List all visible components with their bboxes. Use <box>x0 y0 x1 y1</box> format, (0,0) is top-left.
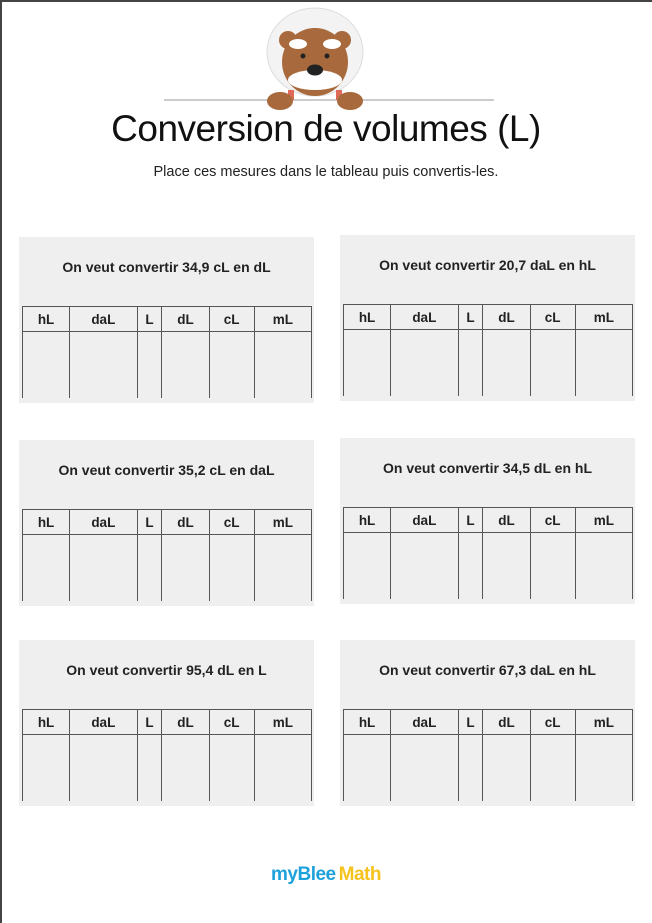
answer-cell[interactable] <box>344 533 391 600</box>
exercise-card <box>19 640 314 806</box>
unit-header: cL <box>209 710 254 735</box>
unit-header: daL <box>70 307 137 332</box>
exercise-question: On veut convertir 34,9 cL en dL <box>62 259 271 275</box>
exercise-card <box>19 237 314 403</box>
conversion-table <box>22 306 312 398</box>
unit-header: mL <box>254 710 311 735</box>
unit-header: mL <box>254 307 311 332</box>
unit-header: hL <box>344 710 391 735</box>
answer-cell[interactable] <box>458 533 483 600</box>
answer-cell[interactable] <box>70 332 137 399</box>
exercise-card <box>340 438 635 604</box>
unit-header: hL <box>344 305 391 330</box>
page-border-top <box>0 0 652 2</box>
answer-cell[interactable] <box>254 332 311 399</box>
exercise-card <box>19 440 314 606</box>
answer-cell[interactable] <box>137 332 162 399</box>
answer-cell[interactable] <box>137 535 162 602</box>
answer-cell[interactable] <box>530 735 575 802</box>
answer-cell[interactable] <box>23 535 70 602</box>
answer-cell[interactable] <box>23 332 70 399</box>
unit-header: daL <box>391 508 458 533</box>
answer-cell[interactable] <box>254 535 311 602</box>
answer-cell[interactable] <box>137 735 162 802</box>
answer-cell[interactable] <box>530 533 575 600</box>
unit-header: dL <box>483 508 530 533</box>
answer-cell[interactable] <box>209 332 254 399</box>
answer-cell[interactable] <box>344 735 391 802</box>
logo-text-myblee: myBlee <box>271 864 336 885</box>
conversion-table <box>22 709 312 801</box>
answer-cell[interactable] <box>575 735 632 802</box>
logo-text-math: Math <box>338 864 381 885</box>
exercise-card <box>340 640 635 806</box>
unit-header: L <box>458 710 483 735</box>
answer-cell[interactable] <box>575 533 632 600</box>
answer-cell[interactable] <box>458 735 483 802</box>
unit-header: L <box>458 508 483 533</box>
answer-cell[interactable] <box>483 533 530 600</box>
unit-header: daL <box>391 305 458 330</box>
exercise-question: On veut convertir 67,3 daL en hL <box>379 662 596 678</box>
answer-cell[interactable] <box>530 330 575 397</box>
unit-header: cL <box>209 307 254 332</box>
unit-header: daL <box>391 710 458 735</box>
unit-header: dL <box>162 510 209 535</box>
unit-header: hL <box>23 510 70 535</box>
mybleemath-logo <box>0 864 652 886</box>
unit-header: mL <box>254 510 311 535</box>
unit-header: daL <box>70 510 137 535</box>
unit-header: daL <box>70 710 137 735</box>
exercise-question: On veut convertir 34,5 dL en hL <box>382 460 592 476</box>
answer-cell[interactable] <box>391 533 458 600</box>
conversion-table <box>343 304 633 396</box>
answer-cell[interactable] <box>162 735 209 802</box>
answer-cell[interactable] <box>23 735 70 802</box>
unit-header: L <box>137 307 162 332</box>
unit-header: mL <box>575 710 632 735</box>
bear-mascot-icon <box>250 4 380 112</box>
page-title: Conversion de volumes (L) <box>111 108 541 149</box>
answer-cell[interactable] <box>162 332 209 399</box>
exercise-question: On veut convertir 20,7 daL en hL <box>379 257 596 273</box>
answer-cell[interactable] <box>344 330 391 397</box>
unit-header: dL <box>483 710 530 735</box>
answer-cell[interactable] <box>162 535 209 602</box>
unit-header: dL <box>483 305 530 330</box>
answer-cell[interactable] <box>483 735 530 802</box>
unit-header: hL <box>344 508 391 533</box>
unit-header: mL <box>575 305 632 330</box>
answer-cell[interactable] <box>483 330 530 397</box>
answer-cell[interactable] <box>70 535 137 602</box>
unit-header: cL <box>530 710 575 735</box>
conversion-table <box>343 507 633 599</box>
unit-header: dL <box>162 710 209 735</box>
answer-cell[interactable] <box>575 330 632 397</box>
answer-cell[interactable] <box>70 735 137 802</box>
unit-header: L <box>137 510 162 535</box>
answer-cell[interactable] <box>209 535 254 602</box>
answer-cell[interactable] <box>391 330 458 397</box>
instructions: Place ces mesures dans le tableau puis convertis-les. <box>153 164 499 180</box>
unit-header: L <box>137 710 162 735</box>
conversion-table <box>22 509 312 601</box>
exercise-card <box>340 235 635 401</box>
exercise-question: On veut convertir 95,4 dL en L <box>66 662 267 678</box>
unit-header: cL <box>530 305 575 330</box>
answer-cell[interactable] <box>209 735 254 802</box>
answer-cell[interactable] <box>458 330 483 397</box>
answer-cell[interactable] <box>391 735 458 802</box>
conversion-table <box>343 709 633 801</box>
unit-header: hL <box>23 710 70 735</box>
unit-header: dL <box>162 307 209 332</box>
unit-header: cL <box>530 508 575 533</box>
unit-header: cL <box>209 510 254 535</box>
exercise-question: On veut convertir 35,2 cL en daL <box>58 462 275 478</box>
unit-header: mL <box>575 508 632 533</box>
answer-cell[interactable] <box>254 735 311 802</box>
unit-header: hL <box>23 307 70 332</box>
unit-header: L <box>458 305 483 330</box>
